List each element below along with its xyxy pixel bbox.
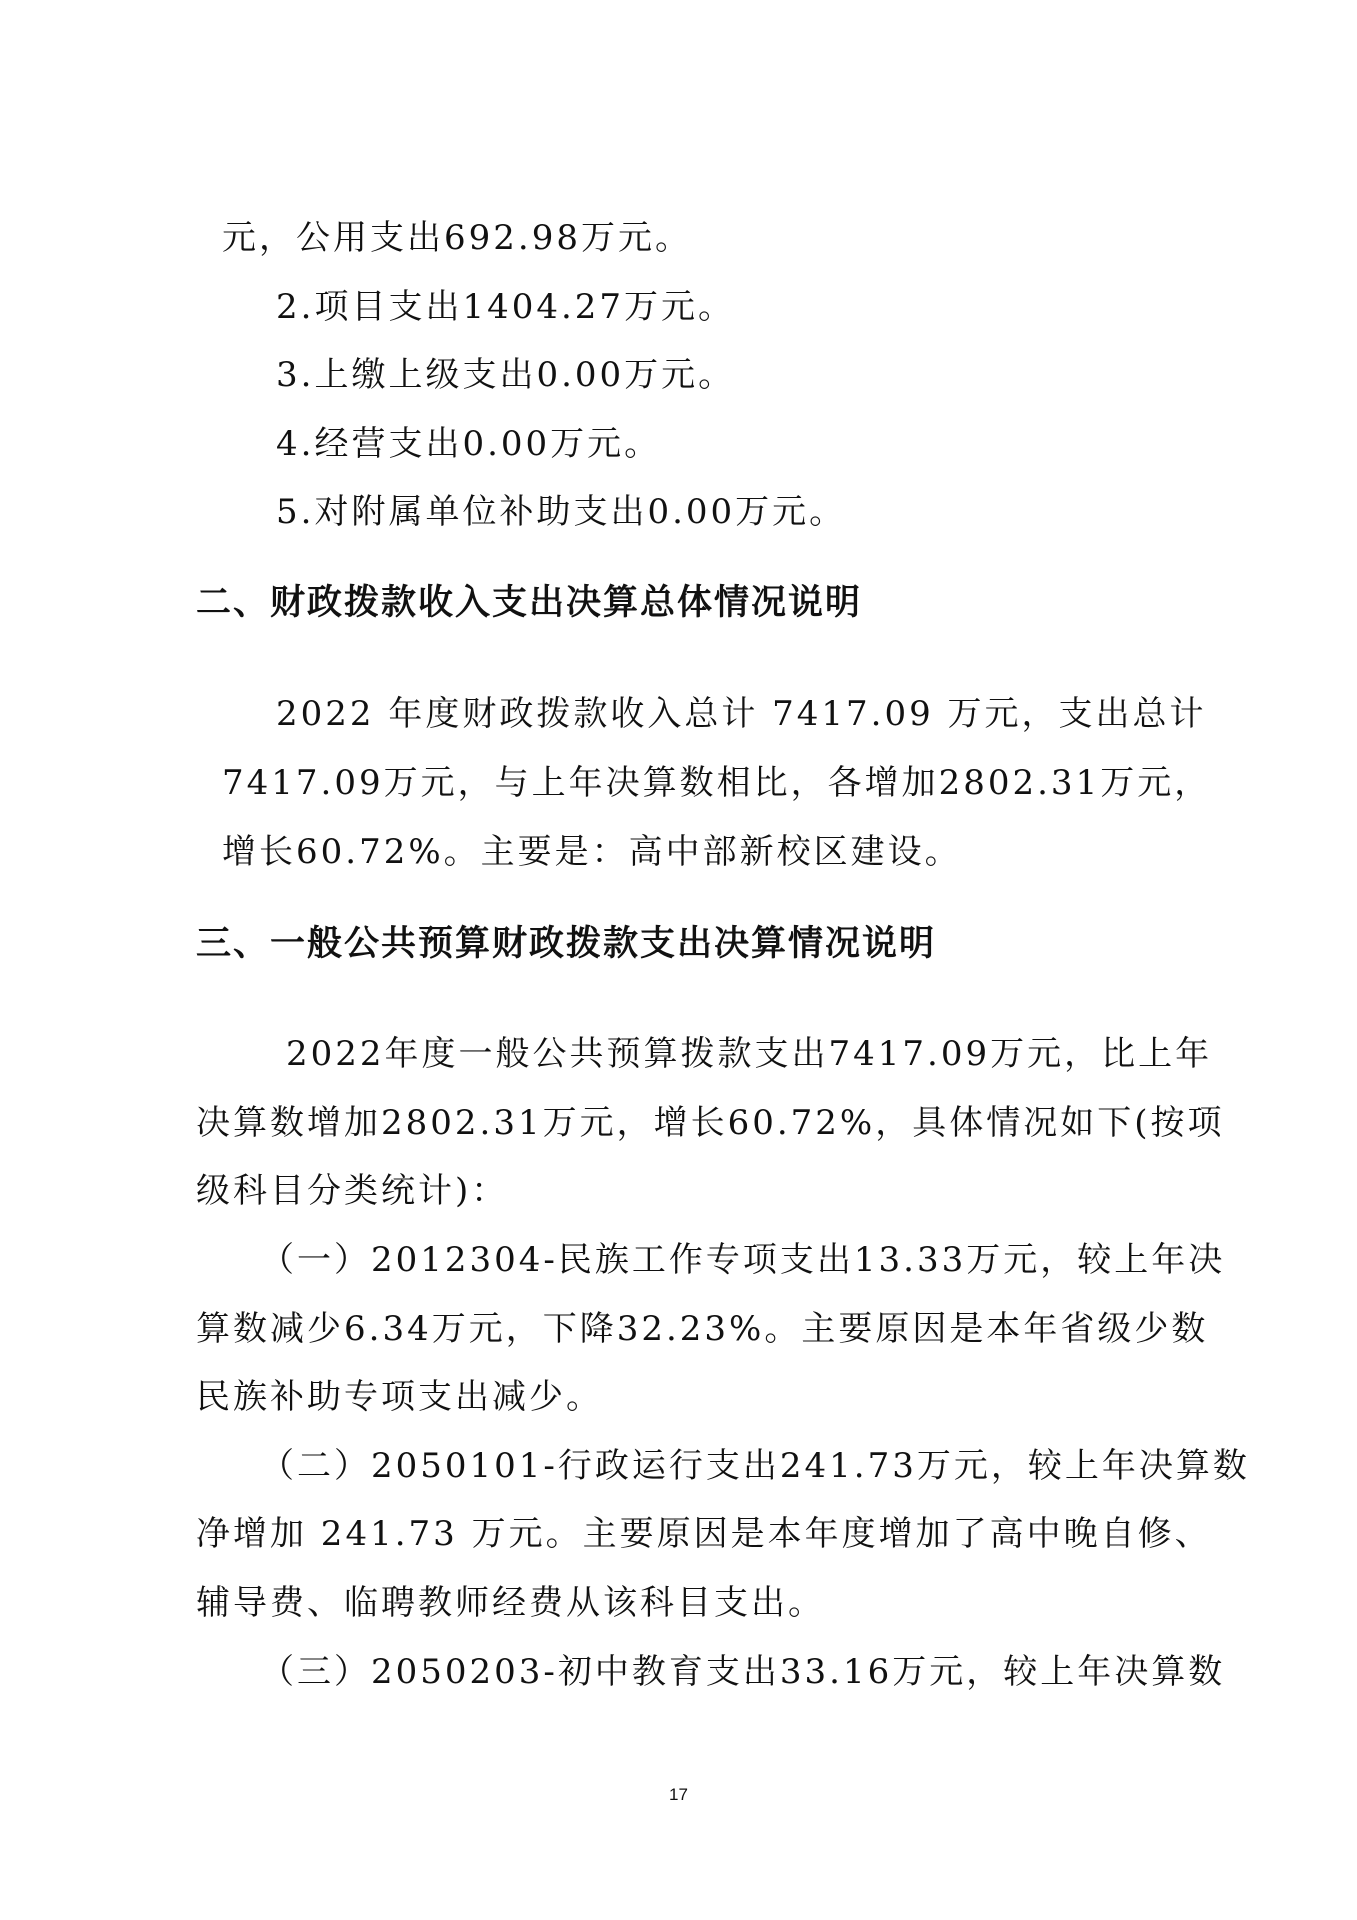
list-item: 4.经营支出0.00万元。 bbox=[276, 424, 662, 464]
paragraph-line: （一）2012304-民族工作专项支出13.33万元，较上年决 bbox=[260, 1240, 1226, 1280]
paragraph-line: 辅导费、临聘教师经费从该科目支出。 bbox=[196, 1583, 825, 1623]
list-item: 2.项目支出1404.27万元。 bbox=[276, 287, 736, 327]
paragraph-line: 净增加 241.73 万元。主要原因是本年度增加了高中晚自修、 bbox=[196, 1514, 1212, 1554]
list-item: 3.上缴上级支出0.00万元。 bbox=[276, 355, 736, 395]
paragraph-line: 2022年度一般公共预算拨款支出7417.09万元，比上年 bbox=[286, 1034, 1213, 1074]
paragraph-line: （二）2050101-行政运行支出241.73万元，较上年决算数 bbox=[260, 1446, 1250, 1486]
section-heading: 二、财政拨款收入支出决算总体情况说明 bbox=[196, 583, 863, 623]
paragraph-line: 2022 年度财政拨款收入总计 7417.09 万元，支出总计 bbox=[276, 694, 1207, 734]
paragraph-line: 7417.09万元，与上年决算数相比，各增加2802.31万元， bbox=[222, 763, 1212, 803]
list-item: 5.对附属单位补助支出0.00万元。 bbox=[276, 492, 847, 532]
paragraph-line: 级科目分类统计)： bbox=[196, 1171, 509, 1211]
paragraph-line: （三）2050203-初中教育支出33.16万元，较上年决算数 bbox=[260, 1652, 1226, 1692]
section-heading: 三、一般公共预算财政拨款支出决算情况说明 bbox=[196, 924, 937, 964]
paragraph-line: 民族补助专项支出减少。 bbox=[196, 1377, 603, 1417]
paragraph-line: 决算数增加2802.31万元，增长60.72%，具体情况如下(按项 bbox=[196, 1103, 1225, 1143]
page-number: 17 bbox=[669, 1785, 688, 1804]
paragraph-line: 增长60.72%。主要是：高中部新校区建设。 bbox=[222, 832, 962, 872]
text-line: 元，公用支出692.98万元。 bbox=[222, 218, 692, 258]
paragraph-line: 算数减少6.34万元，下降32.23%。主要原因是本年省级少数 bbox=[196, 1309, 1209, 1349]
